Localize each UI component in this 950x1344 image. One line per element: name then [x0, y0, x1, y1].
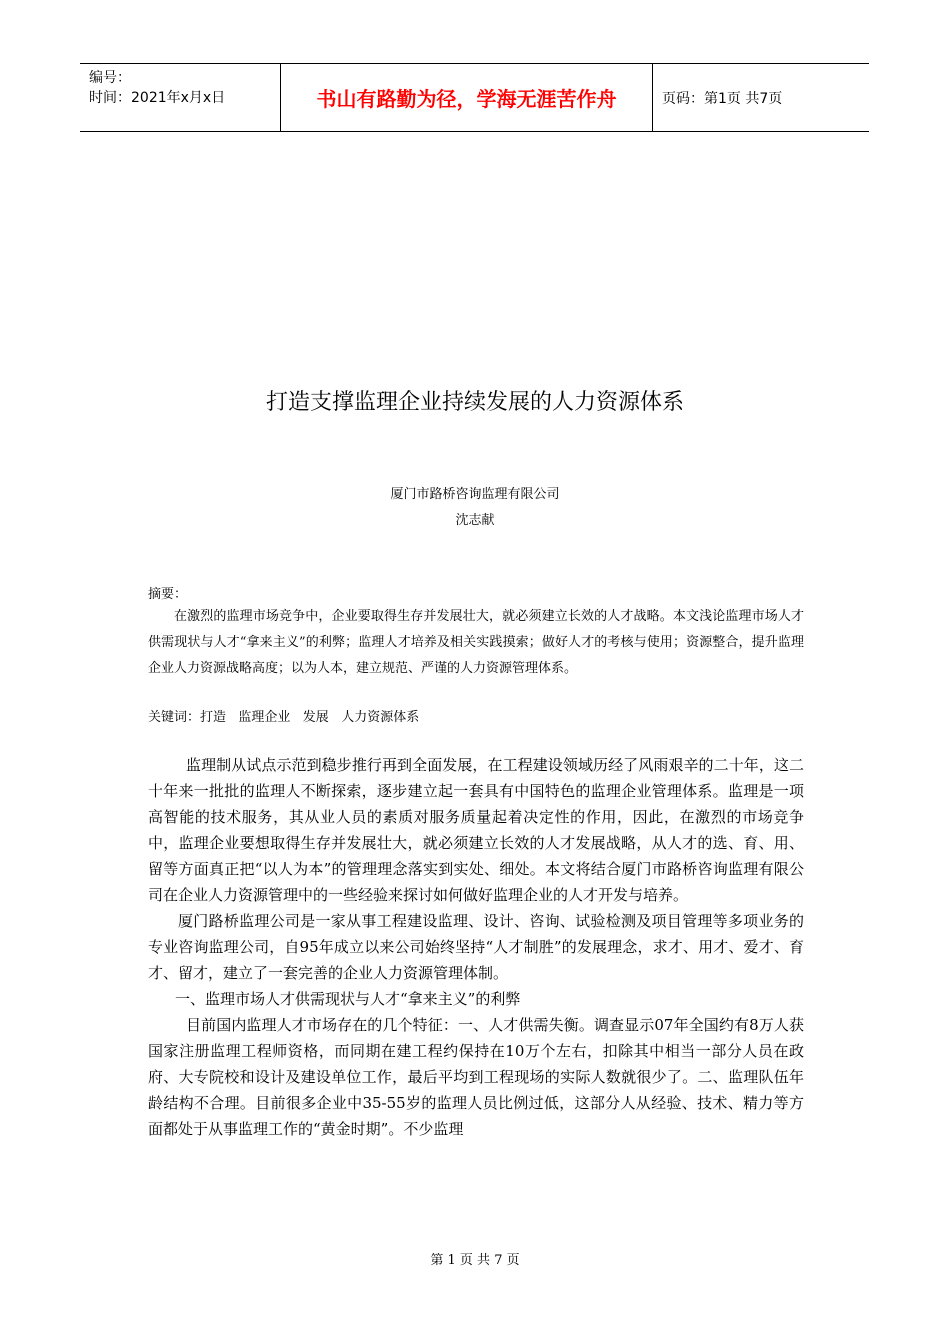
header-page-info	[653, 64, 869, 131]
keywords-line: 关键词：打造 监理企业 发展 人力资源体系	[148, 710, 420, 725]
page-footer: 第 1 页 共 7 页	[430, 1253, 520, 1268]
header-motto: 书山有路勤为径，学海无涯苦作舟	[280, 64, 653, 131]
page-info-text: 页码：第1页 共7页	[662, 90, 783, 107]
body-paragraph: 目前国内监理人才市场存在的几个特征：一、人才供需失衡。调查显示07年全国约有8万人获国家注册监理工程师资格，而同期在建工程约保持在10万个左右，扣除其中相当一部分人员在政府、大专院校和设计及建设单位工作，最后平均到工程现场的实际人数就很少了。二、监理队伍年龄结构不合理。目前很多企业中35-55岁的监理人员比例过低，这部分人从经验、技术、精力等方面都处于从事监理工作的“黄金时期”。不少监理	[148, 1016, 804, 1138]
header-meta	[80, 64, 280, 131]
abstract-text: 在激烈的监理市场竞争中，企业要取得生存并发展壮大，就必须建立长效的人才战略。本文浅论监理市场人才供需现状与人才“拿来主义”的利弊；监理人才培养及相关实践摸索；做好人才的考核与使用；资源整合，提升监理企业人力资源战略高度；以为人本，建立规范、严谨的人力资源管理体系。	[148, 609, 804, 676]
document-header	[80, 63, 869, 132]
body-paragraph: 厦门路桥监理公司是一家从事工程建设监理、设计、咨询、试验检测及项目管理等多项业务的专业咨询监理公司，自95年成立以来公司始终坚持“人才制胜”的发展理念，求才、用才、爱才、育才、留才，建立了一套完善的企业人力资源管理体制。	[148, 912, 804, 982]
body-paragraph: 监理制从试点示范到稳步推行再到全面发展，在工程建设领域历经了风雨艰辛的二十年，这二十年来一批批的监理人不断探索，逐步建立起一套具有中国特色的监理企业管理体系。监理是一项高智能的技术服务，其从业人员的素质对服务质量起着决定性的作用，因此，在激烈的市场竞争中，监理企业要想取得生存并发展壮大，就必须建立长效的人才发展战略，从人才的选、育、用、留等方面真正把“以人为本”的管理理念落实到实处、细处。本文将结合厦门市路桥咨询监理有限公司在企业人力资源管理中的一些经验来探讨如何做好监理企业的人才开发与培养。	[148, 756, 804, 904]
time-label: 时间：2021年x月x日	[89, 90, 226, 106]
number-label: 编号：	[89, 70, 131, 86]
author-name: 沈志献	[455, 513, 495, 528]
author-organization: 厦门市路桥咨询监理有限公司	[390, 487, 560, 502]
document-title: 打造支撑监理企业持续发展的人力资源体系	[265, 390, 684, 415]
section-heading: 一、监理市场人才供需现状与人才“拿来主义”的利弊	[175, 990, 521, 1008]
abstract-label: 摘要：	[148, 587, 188, 602]
body-text	[148, 752, 804, 1142]
